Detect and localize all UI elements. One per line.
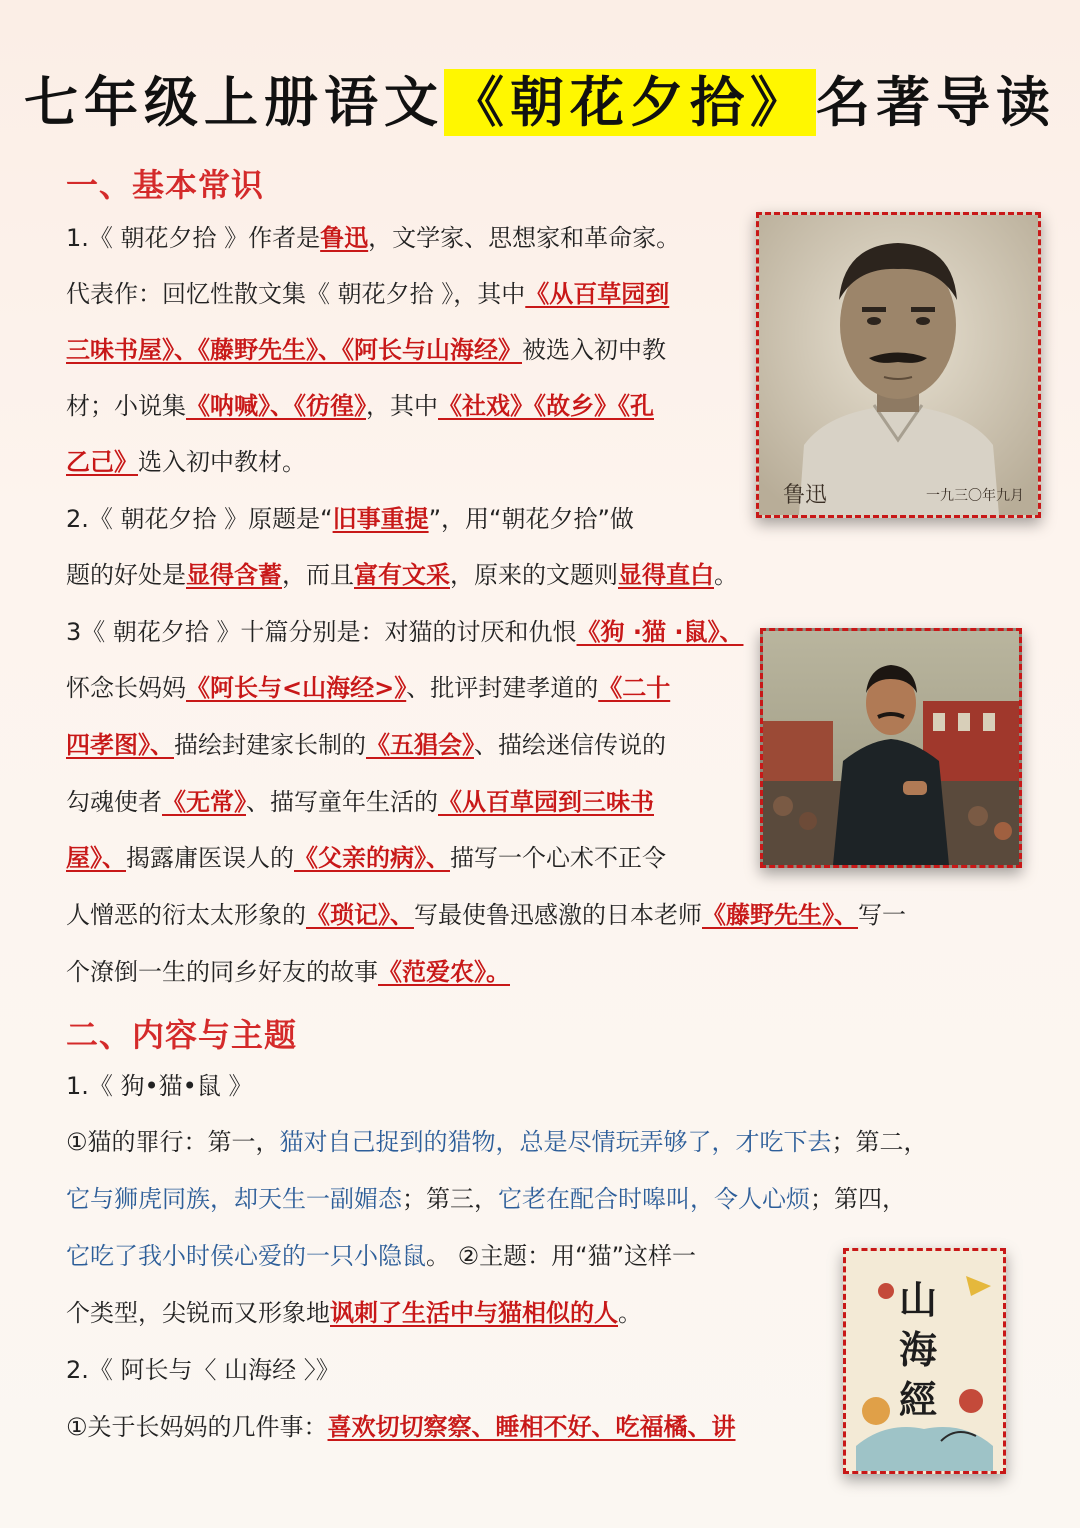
text: 选入初中教材。 — [138, 448, 306, 476]
c1-line-1 — [66, 1122, 928, 1162]
answer: 喜欢切切察察、睡相不好、吃福橘、讲 — [327, 1413, 736, 1441]
title-highlight: 《朝花夕拾》 — [444, 69, 816, 136]
text: 、描绘迷信传说的 — [474, 731, 666, 759]
p1-line-2 — [66, 274, 669, 314]
text: 、批评封建孝道的 — [406, 674, 599, 702]
c1-line-4 — [66, 1293, 642, 1333]
title-pre: 七年级上册语文 — [24, 71, 444, 134]
text: ①猫的罪行：第一， — [66, 1128, 280, 1156]
p3-line-4 — [66, 782, 654, 822]
text: 个类型，尖锐而又形象地 — [66, 1299, 330, 1327]
answer: 四孝图》、 — [66, 731, 174, 759]
blue-text: 它吃了我小时侯心爱的一只小隐鼠 — [66, 1242, 426, 1270]
p3-line-6 — [66, 895, 906, 935]
text: ，而且 — [282, 561, 354, 589]
painting-photo — [760, 628, 1022, 868]
p2-line-2 — [66, 555, 738, 595]
text: ”，用“朝花夕拾”做 — [428, 505, 634, 533]
c2-heading: 2.《 阿长与〈 山海经 〉》 — [66, 1356, 340, 1384]
p1-line-4 — [66, 386, 654, 426]
title-post: 名著导读 — [816, 71, 1056, 134]
p3-line-2 — [66, 668, 670, 708]
answer: 鲁迅 — [320, 224, 369, 252]
answer: 旧事重提 — [332, 505, 429, 533]
answer: 《呐喊》、《彷徨》 — [186, 392, 366, 420]
answer: 三味书屋》、《藤野先生》、《阿长与山海经》 — [66, 336, 522, 364]
text: 个潦倒一生的同乡好友的故事 — [66, 958, 378, 986]
answer: 《阿长与<山海经>》 — [186, 674, 407, 702]
answer: 乙己》 — [66, 448, 138, 476]
blue-text: 它与狮虎同族，却天生一副媚态 — [66, 1185, 402, 1213]
photo-signature: 鲁迅 — [783, 483, 828, 508]
painting-illustration — [763, 631, 1019, 865]
p1-line-1 — [66, 218, 680, 258]
text: 人憎恶的衍太太形象的 — [66, 901, 306, 929]
answer: 显得含蓄 — [186, 561, 282, 589]
p3-line-1 — [66, 612, 743, 652]
answer: 《狗 ·猫 ·鼠》、 — [576, 618, 744, 646]
text: ，原来的文题则 — [450, 561, 618, 589]
text: 2.《 朝花夕拾 》原题是“ — [66, 505, 333, 533]
text: ；第三， — [402, 1185, 498, 1213]
text: 描绘封建家长制的 — [174, 731, 366, 759]
book-cover-title: 山海經 — [898, 1277, 937, 1422]
p2-line-1 — [66, 499, 634, 539]
page-title — [0, 60, 1080, 137]
answer: 讽刺了生活中与猫相似的人 — [330, 1299, 618, 1327]
section-heading-basics: 一、基本常识 — [66, 166, 265, 204]
answer: 《藤野先生》、 — [702, 901, 858, 929]
p1-line-5 — [66, 442, 306, 482]
c1-line-3 — [66, 1236, 696, 1276]
text: ，其中 — [366, 392, 438, 420]
section-heading-content: 二、内容与主题 — [66, 1016, 298, 1054]
text: 。 — [618, 1299, 642, 1327]
blue-text: 它老在配合时嗥叫，令人心烦 — [498, 1185, 810, 1213]
answer: 《二十 — [598, 674, 671, 702]
text: 被选入初中教 — [522, 336, 666, 364]
text: ①关于长妈妈的几件事： — [66, 1413, 328, 1441]
answer: 《社戏》《故乡》《孔 — [438, 392, 654, 420]
text: 写最使鲁迅感激的日本老师 — [414, 901, 702, 929]
book-cover-image — [843, 1248, 1006, 1474]
blue-text: 猫对自己捉到的猎物，总是尽情玩弄够了，才吃下去 — [279, 1128, 832, 1156]
text: 勾魂使者 — [66, 788, 162, 816]
answer: 显得直白 — [618, 561, 714, 589]
text: 代表作：回忆性散文集《 朝花夕拾 》，其中 — [66, 280, 526, 308]
answer: 《从百草园到 — [525, 280, 670, 308]
text: 1.《 朝花夕拾 》作者是 — [66, 224, 321, 252]
portrait-illustration — [759, 215, 1038, 515]
text: 写一 — [858, 901, 906, 929]
answer: 《无常》 — [162, 788, 246, 816]
portrait-photo — [756, 212, 1041, 518]
c2-line-1 — [66, 1407, 736, 1447]
text: 、描写童年生活的 — [246, 788, 438, 816]
answer: 《琐记》、 — [306, 901, 414, 929]
text: 揭露庸医误人的 — [126, 844, 294, 872]
answer: 富有文采 — [354, 561, 450, 589]
answer: 《父亲的病》、 — [294, 844, 450, 872]
text: 。 — [714, 561, 738, 589]
p3-line-7 — [66, 952, 510, 992]
text: 3《 朝花夕拾 》十篇分别是：对猫的讨厌和仇恨 — [66, 618, 577, 646]
text: 。 ②主题：用“猫”这样一 — [426, 1242, 697, 1270]
text: ，文学家、思想家和革命家。 — [368, 224, 681, 252]
answer: 屋》、 — [66, 844, 126, 872]
text: 怀念长妈妈 — [66, 674, 186, 702]
answer: 《从百草园到三味书 — [438, 788, 654, 816]
answer: 《五猖会》 — [366, 731, 474, 759]
text: ；第四， — [810, 1185, 906, 1213]
text: 描写一个心术不正令 — [450, 844, 666, 872]
text: ；第二， — [831, 1128, 928, 1156]
p3-line-5 — [66, 838, 666, 878]
text: 题的好处是 — [66, 561, 186, 589]
p3-line-3 — [66, 725, 666, 765]
answer: 《范爱农》。 — [378, 958, 510, 986]
c1-line-2 — [66, 1179, 906, 1219]
photo-date: 一九三〇年九月 — [926, 488, 1024, 504]
c1-heading: 1.《 狗•猫•鼠 》 — [66, 1072, 253, 1100]
text: 材；小说集 — [66, 392, 186, 420]
p1-line-3 — [66, 330, 666, 370]
